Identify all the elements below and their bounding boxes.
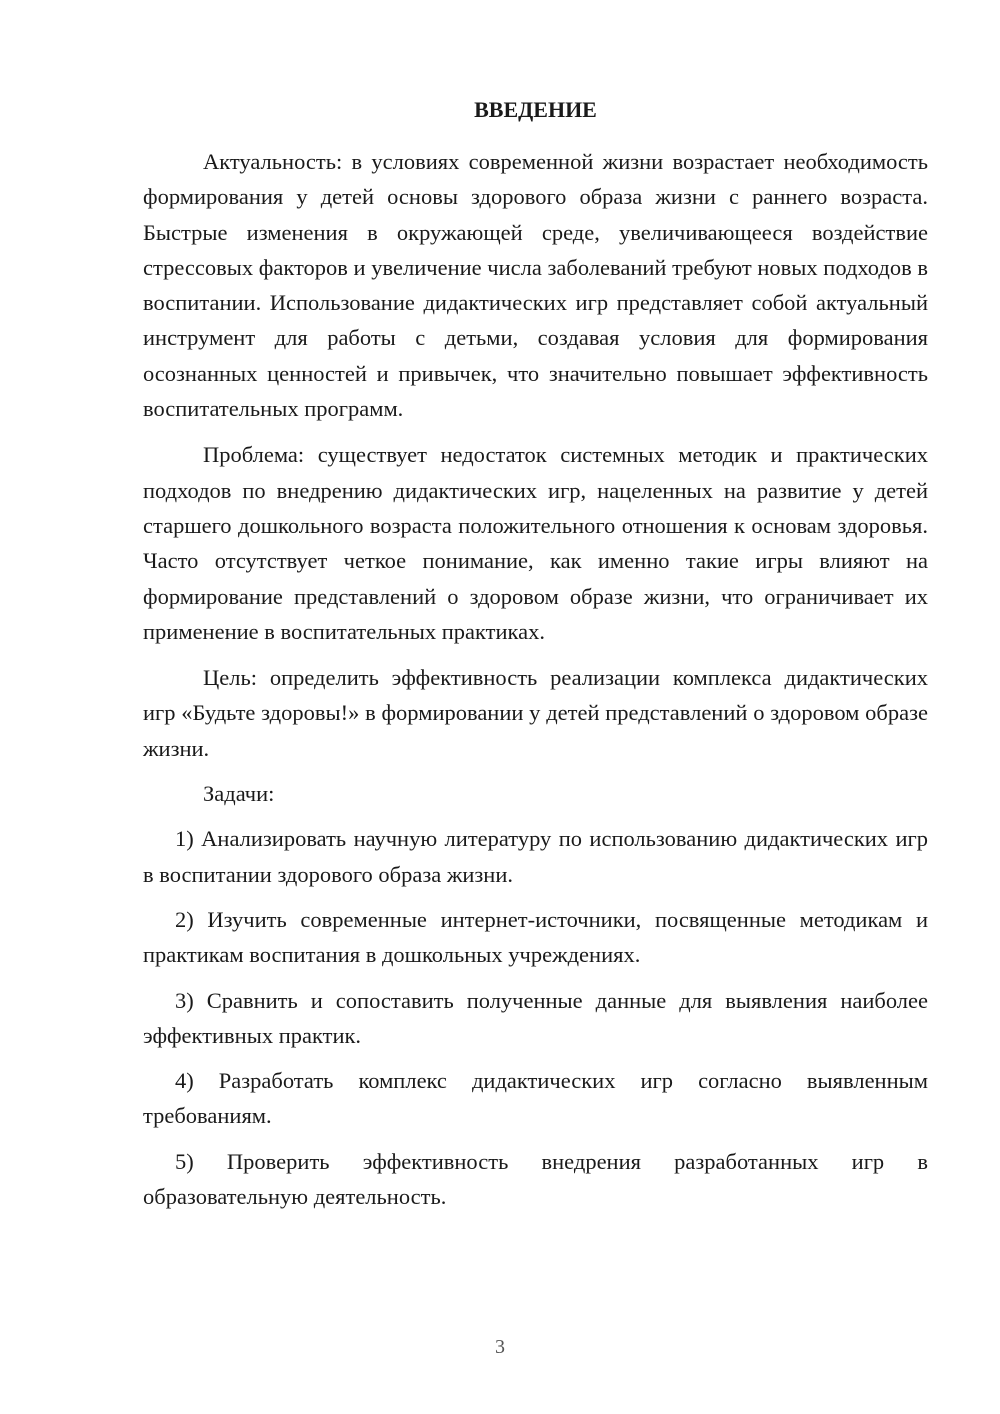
page-number: 3 bbox=[495, 1336, 505, 1358]
task-item-4: 4) Разработать комплекс дидактических игр согласно выявленным требованиям. bbox=[143, 1068, 928, 1129]
problem-paragraph: Проблема: существует недостаток системных методик и практических подходов по внедрению дидактических игр, нацеленных на развитие у детей старшего дошкольного возраста положительного отношения к основам здоровья. Часто отсутствует четкое понимание, как именно такие игры влияют на формирование представлений о здоровом образе жизни, что ограничивает их применение в воспитательных практиках. bbox=[143, 442, 928, 644]
document-page bbox=[143, 95, 928, 1214]
task-item-1: 1) Анализировать научную литературу по использованию дидактических игр в воспитании здорового образа жизни. bbox=[143, 826, 928, 887]
task-item-5: 5) Проверить эффективность внедрения разработанных игр в образовательную деятельность. bbox=[143, 1148, 928, 1210]
tasks-label: Задачи: bbox=[203, 781, 275, 807]
task-item-3: 3) Сравнить и сопоставить полученные данные для выявления наиболее эффективных практик. bbox=[143, 987, 928, 1048]
section-heading: ВВЕДЕНИЕ bbox=[474, 97, 597, 122]
tasks-list bbox=[143, 821, 928, 1214]
relevance-paragraph: Актуальность: в условиях современной жизни возрастает необходимость формирования у детей основы здорового образа жизни с раннего возраста. Быстрые изменения в окружающей среде, увеличивающееся воздействие стрессовых факторов и увеличение числа заболеваний требуют новых подходов в воспитании. Использование дидактических игр представляет собой актуальный инструмент для работы с детьми, создавая условия для формирования осознанных ценностей и привычек, что значительно повышает эффективность воспитательных программ. bbox=[143, 149, 928, 422]
goal-paragraph: Цель: определить эффективность реализации комплекса дидактических игр «Будьте здоровы!» в формировании у детей представлений о здоровом образе жизни. bbox=[143, 665, 928, 761]
task-item-2: 2) Изучить современные интернет-источники, посвященные методикам и практикам воспитания в дошкольных учреждениях. bbox=[143, 906, 928, 968]
